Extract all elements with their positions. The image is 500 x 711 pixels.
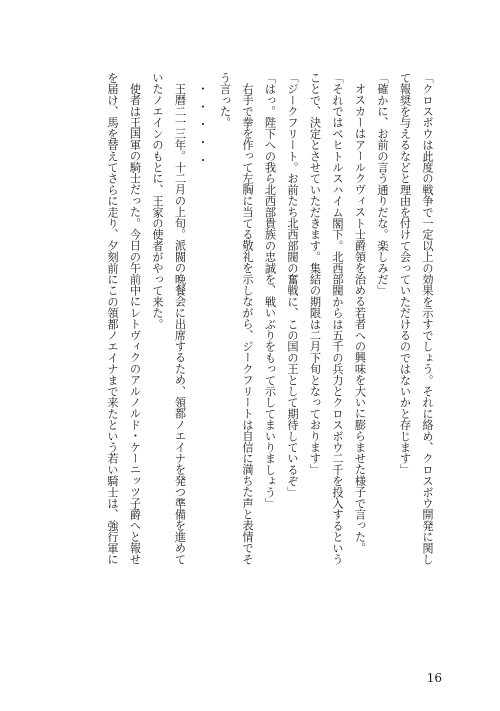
text-column: 王暦二一三年。十二月の上旬。派閥の晩餐会に出席するため、領都ノエイナを発つ準備を進めて [173, 83, 187, 565]
vertical-text-body [38, 72, 438, 654]
text-column: 「確かに、お前の言う通りだな。楽しみだ」 [376, 72, 389, 296]
text-column: 使者は王国軍の騎士だった。今日の午前中にレトヴィクのアルノルド・ケーニッツ子爵へと報せ [128, 83, 142, 565]
text-column: 「ジークフリート。お前たち北西部閥の奮戦に、この国の王として期待しているぞ」 [286, 72, 299, 498]
text-column: オスカーはアールクヴィスト士爵領を治める若者への興味を大いに膨らませた様子で言った。 [353, 83, 367, 554]
text-column: ことで、決定とさせていただきます。集結の期限は二月下旬となっております」 [308, 72, 322, 476]
text-column: て報奨を与えるなどと理由を付けて会っていただけるのではないかと存じます」 [398, 72, 412, 476]
text-column: う言った。 [218, 72, 232, 128]
text-column: 「クロスボウは此度の戦争で一定以上の効果を示すでしょう。それに絡め、クロスボウ開発に関し [421, 72, 434, 565]
page-number: 16 [426, 671, 442, 685]
text-column: 「それではベヒトルスハイム閣下。北西部閥からは五千の兵力とクロスボウ二千を投入するという [331, 72, 344, 565]
scene-separator: ・・・・・ [196, 83, 209, 173]
text-column: 右手で拳を作って左胸に当てる敬礼を示しながら、ジークフリートは自信に満ちた声と表情でそ [241, 83, 254, 565]
text-column: いたノエインのもとに、王家の使者がやって来た。 [151, 72, 164, 330]
text-column: 「はっ。陛下への我ら北西部貴族の忠誠を、戦いぶりをもって示してまいりましょう」 [263, 72, 277, 509]
text-column: を届け、馬を替えてさらに走り、夕刻前にこの領都ノエイナまで来たという若い騎士は、強行軍に [106, 72, 119, 565]
